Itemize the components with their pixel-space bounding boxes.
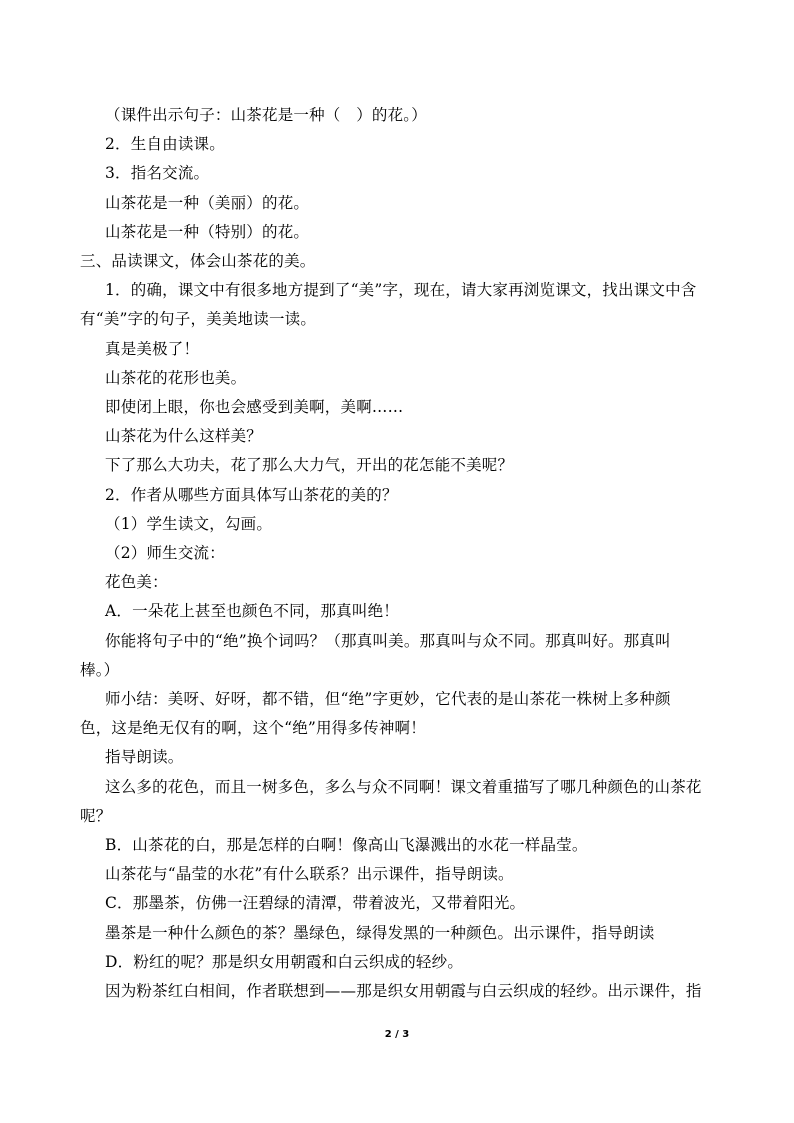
text-line: （课件出示句子：山茶花是一种（ ）的花。） xyxy=(105,106,427,124)
section-heading: 三、品读课文，体会山茶花的美。 xyxy=(80,252,316,271)
text-line: 2．作者从哪些方面具体写山茶花的美的？ xyxy=(105,485,398,504)
text-line: 呢？ xyxy=(80,806,112,825)
text-line: 3．指名交流。 xyxy=(105,164,210,183)
text-line: 这么多的花色，而且一树多色，多么与众不同啊！课文着重描写了哪几种颜色的山茶花 xyxy=(105,777,702,796)
document-body xyxy=(80,101,720,1006)
text-line: 指导朗读。 xyxy=(105,748,184,767)
text-line: 你能将句子中的“绝”换个词吗？（那真叫美。那真叫与众不同。那真叫好。那真叫 xyxy=(105,631,671,650)
text-line: A．一朵花上甚至也颜色不同，那真叫绝！ xyxy=(105,602,399,621)
text-line: 花色美： xyxy=(105,573,168,592)
text-line: 色，这是绝无仅有的啊，这个“绝”用得多传神啊！ xyxy=(80,719,426,738)
text-line: B．山茶花的白，那是怎样的白啊！像高山飞瀑溅出的水花一样晶莹。 xyxy=(105,836,588,855)
text-line: （1）学生读文，勾画。 xyxy=(105,514,273,533)
text-line: 即使闭上眼，你也会感受到美啊，美啊…… xyxy=(105,398,404,417)
text-line: 墨茶是一种什么颜色的茶？墨绿色，绿得发黑的一种颜色。出示课件，指导朗读 xyxy=(105,923,655,942)
page-number: 2 / 3 xyxy=(384,1029,410,1040)
text-line: 因为粉茶红白相间，作者联想到——那是织女用朝霞与白云织成的轻纱。出示课件，指 xyxy=(105,982,702,1001)
text-line: 1．的确，课文中有很多地方提到了“美”字，现在，请大家再浏览课文，找出课文中含 xyxy=(105,281,697,300)
text-line: 山茶花为什么这样美？ xyxy=(105,427,263,446)
text-line: 山茶花是一种（美丽）的花。 xyxy=(105,193,310,212)
text-line: 2．生自由读课。 xyxy=(105,135,225,154)
text-line: 师小结：美呀、好呀，都不错，但“绝”字更妙，它代表的是山茶花一株树上多种颜 xyxy=(105,690,671,709)
text-line: C．那墨茶，仿佛一汪碧绿的清潭，带着波光，又带着阳光。 xyxy=(105,894,526,913)
text-line: D．粉红的呢？那是织女用朝霞和白云织成的轻纱。 xyxy=(105,952,464,971)
text-line: 山茶花的花形也美。 xyxy=(105,368,247,387)
text-line: （2）师生交流： xyxy=(105,544,225,563)
text-line: 山茶花是一种（特别）的花。 xyxy=(105,222,310,241)
text-line: 有“美”字的句子，美美地读一读。 xyxy=(80,310,317,329)
text-line: 下了那么大功夫，花了那么大力气，开出的花怎能不美呢？ xyxy=(105,456,514,475)
text-line: 真是美极了！ xyxy=(105,339,200,358)
text-line: 棒。） xyxy=(80,660,120,679)
text-line: 山茶花与“晶莹的水花”有什么联系？出示课件，指导朗读。 xyxy=(105,865,514,884)
